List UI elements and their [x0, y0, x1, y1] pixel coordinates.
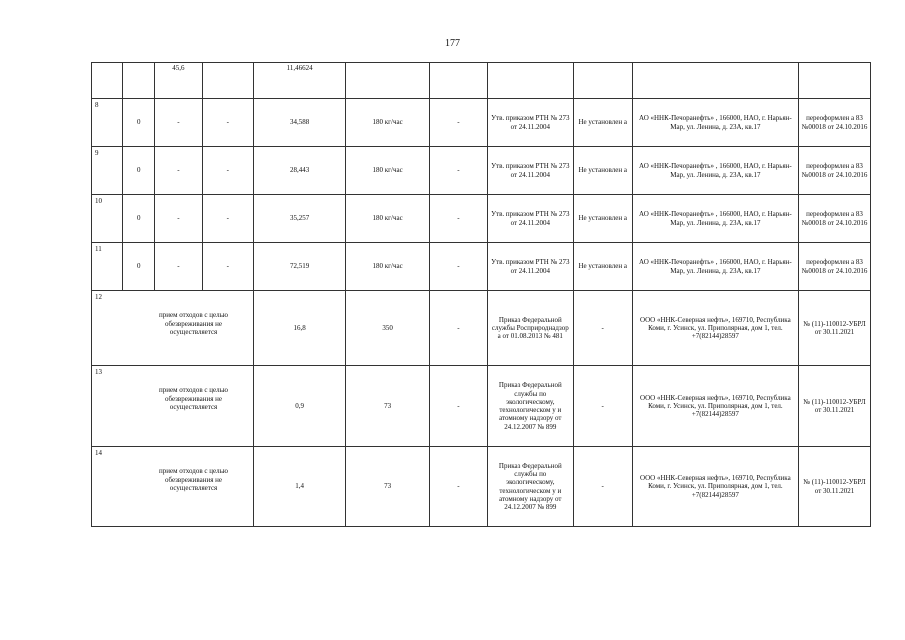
merged-text: прием отходов с целью обезвреживания не осуществляется: [158, 311, 229, 336]
cell-c6: 73: [346, 447, 430, 527]
cell-c3: -: [155, 99, 202, 147]
cell-c5: 16,8: [254, 291, 346, 366]
cell-c7: -: [429, 447, 487, 527]
cell-c8: Приказ Федеральной службы по экологическому, технологическом у и атомному надзору от 24.12.2007 № 899: [487, 447, 573, 527]
table-row: [92, 195, 871, 243]
cell-c2: 0: [123, 99, 155, 147]
table-row: [92, 366, 871, 447]
cell-c9: -: [573, 447, 632, 527]
cell-c4: -: [202, 195, 254, 243]
cell-c6: 180 кг/час: [346, 99, 430, 147]
row-number: 10: [92, 195, 123, 243]
cell-c6: 350: [346, 291, 430, 366]
cell-c11: переоформлен а 83 №00018 от 24.10.2016: [799, 195, 871, 243]
cell-c5: 11,46624: [254, 63, 346, 99]
row-number: 13: [95, 368, 102, 376]
cell-c7: -: [429, 99, 487, 147]
cell-c11: переоформлен а 83 №00018 от 24.10.2016: [799, 147, 871, 195]
cell-c10: ООО «ННК-Северная нефть», 169710, Республика Коми, г. Усинск, ул. Приполярная, дом 1, тел. +7(82144)28597: [632, 447, 798, 527]
cell-c7: -: [429, 195, 487, 243]
cell-c10: АО «ННК-Печоранефть» , 166000, НАО, г. Нарьян-Мар, ул. Ленина, д. 23А, кв.17: [632, 243, 798, 291]
cell-c5: 1,4: [254, 447, 346, 527]
cell-c3: -: [155, 243, 202, 291]
cell-c5: 72,519: [254, 243, 346, 291]
cell-c8: Утв. приказом РТН № 273 от 24.11.2004: [487, 195, 573, 243]
cell-c8: Приказ Федеральной службы по экологическому, технологическом у и атомному надзору от 24.12.2007 № 899: [487, 366, 573, 447]
cell-c10: АО «ННК-Печоранефть» , 166000, НАО, г. Нарьян-Мар, ул. Ленина, д. 23А, кв.17: [632, 195, 798, 243]
table-row: [92, 99, 871, 147]
cell-c5: 28,443: [254, 147, 346, 195]
cell-c2: 0: [123, 147, 155, 195]
cell-c4: -: [202, 243, 254, 291]
cell-c10: ООО «ННК-Северная нефть», 169710, Республика Коми, г. Усинск, ул. Приполярная, дом 1, тел. +7(82144)28597: [632, 366, 798, 447]
cell-c6: 73: [346, 366, 430, 447]
cell-c5: 34,588: [254, 99, 346, 147]
cell-c9: Не установлен а: [573, 243, 632, 291]
merged-cell: [92, 366, 254, 447]
cell-c2: 0: [123, 195, 155, 243]
cell-c11: № (11)-110012-УБРЛ от 30.11.2021: [799, 366, 871, 447]
row-number: 12: [95, 293, 102, 301]
cell-c11: переоформлен а 83 №00018 от 24.10.2016: [799, 99, 871, 147]
table-row: [92, 147, 871, 195]
cell-c10: ООО «ННК-Северная нефть», 169710, Республика Коми, г. Усинск, ул. Приполярная, дом 1, тел. +7(82144)28597: [632, 291, 798, 366]
cell-c8: Утв. приказом РТН № 273 от 24.11.2004: [487, 99, 573, 147]
cell-c11: № (11)-110012-УБРЛ от 30.11.2021: [799, 447, 871, 527]
table-row: [92, 291, 871, 366]
cell-c3: 45,6: [155, 63, 202, 99]
cell-c8: Утв. приказом РТН № 273 от 24.11.2004: [487, 147, 573, 195]
table-row: [92, 447, 871, 527]
cell-c7: -: [429, 291, 487, 366]
merged-cell: [92, 447, 254, 527]
cell-c3: -: [155, 195, 202, 243]
cell-c8: Утв. приказом РТН № 273 от 24.11.2004: [487, 243, 573, 291]
row-number: 8: [92, 99, 123, 147]
cell-c9: Не установлен а: [573, 99, 632, 147]
cell-c5: 0,9: [254, 366, 346, 447]
cell-c9: Не установлен а: [573, 147, 632, 195]
cell-c10: АО «ННК-Печоранефть» , 166000, НАО, г. Нарьян-Мар, ул. Ленина, д. 23А, кв.17: [632, 99, 798, 147]
row-number: 11: [92, 243, 123, 291]
merged-cell: [92, 291, 254, 366]
cell-c7: -: [429, 366, 487, 447]
merged-text: прием отходов с целью обезвреживания не осуществляется: [158, 386, 229, 411]
cell-c8: Приказ Федеральной службы Росприроднадзор а от 01.08.2013 № 481: [487, 291, 573, 366]
cell-c9: -: [573, 366, 632, 447]
cell-c6: 180 кг/час: [346, 243, 430, 291]
register-table: [91, 62, 871, 527]
merged-text: прием отходов с целью обезвреживания не осуществляется: [158, 467, 229, 492]
cell-c7: -: [429, 243, 487, 291]
table-row: [92, 63, 871, 99]
cell-c2: 0: [123, 243, 155, 291]
cell-c6: 180 кг/час: [346, 195, 430, 243]
cell-c6: 180 кг/час: [346, 147, 430, 195]
cell-c9: Не установлен а: [573, 195, 632, 243]
row-number: 14: [95, 449, 102, 457]
cell-c11: № (11)-110012-УБРЛ от 30.11.2021: [799, 291, 871, 366]
table-row: [92, 243, 871, 291]
cell-c3: -: [155, 147, 202, 195]
cell-c4: -: [202, 99, 254, 147]
cell-c9: -: [573, 291, 632, 366]
row-number: 9: [92, 147, 123, 195]
cell-c4: -: [202, 147, 254, 195]
cell-c11: переоформлен а 83 №00018 от 24.10.2016: [799, 243, 871, 291]
cell-c7: -: [429, 147, 487, 195]
cell-c10: АО «ННК-Печоранефть» , 166000, НАО, г. Нарьян-Мар, ул. Ленина, д. 23А, кв.17: [632, 147, 798, 195]
table-body: [92, 63, 871, 527]
page-number: 177: [445, 38, 460, 49]
cell-c5: 35,257: [254, 195, 346, 243]
